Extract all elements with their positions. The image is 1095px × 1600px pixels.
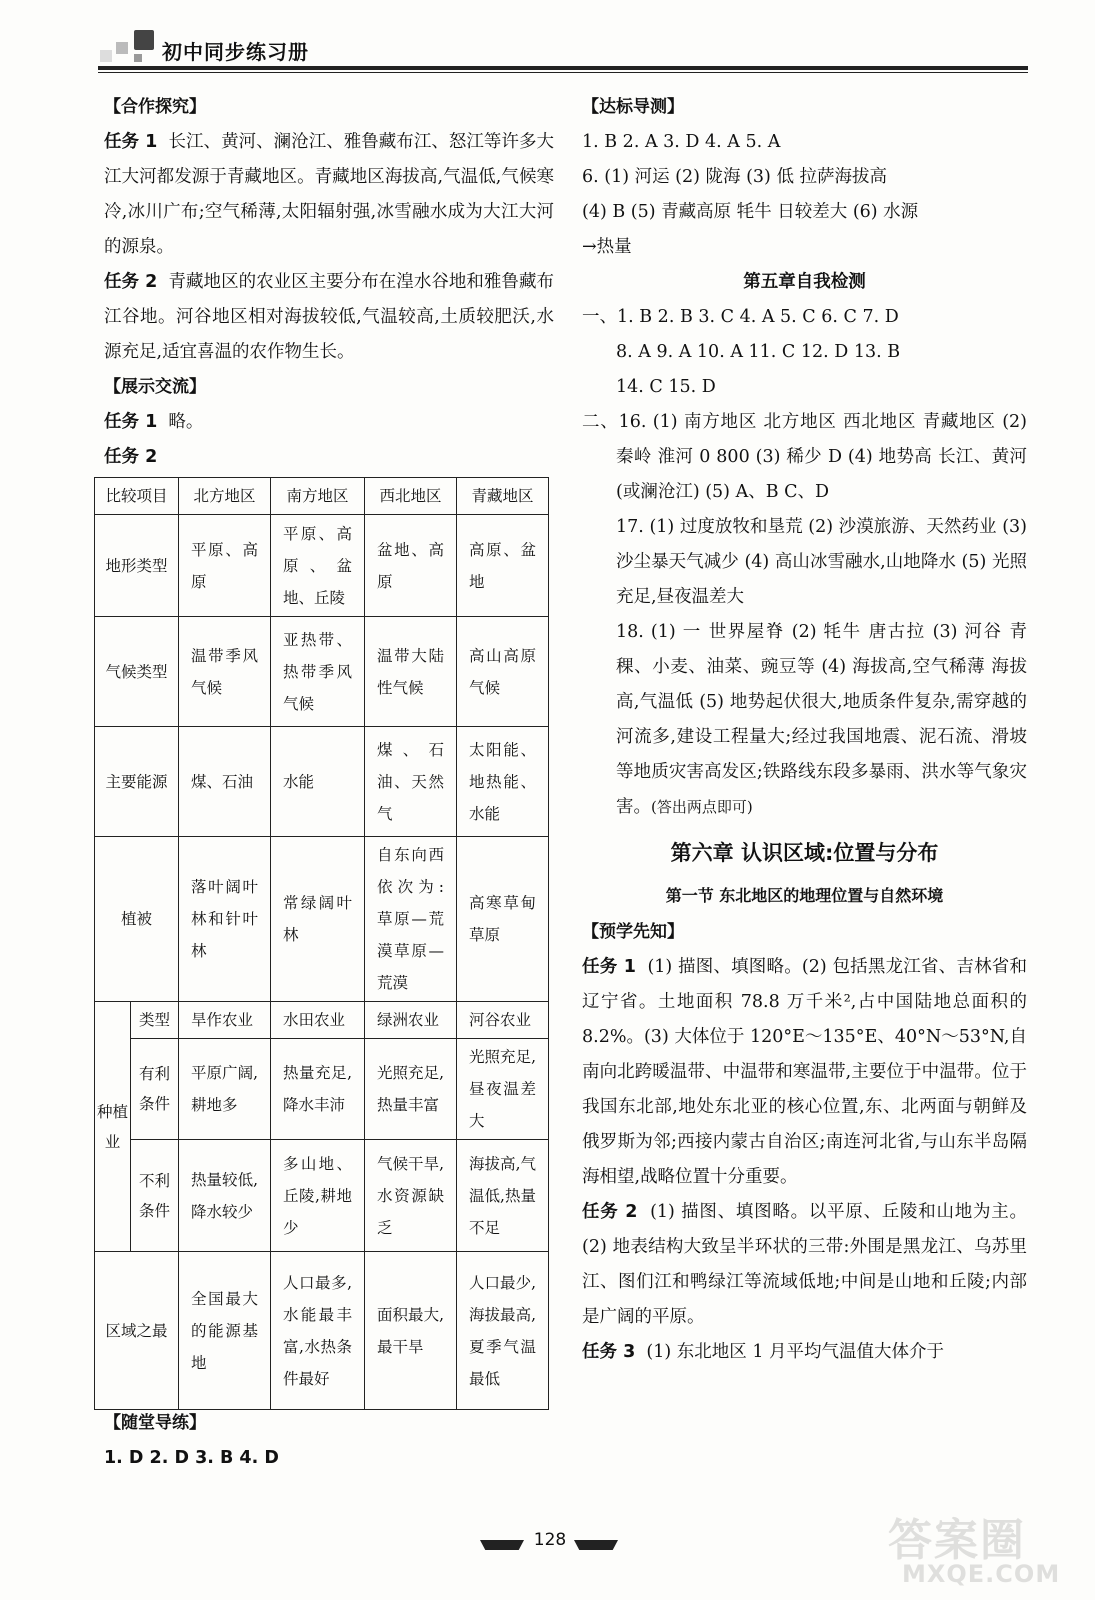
- answer-line: 14. C 15. D: [616, 377, 716, 397]
- planting-group-label: 种植业: [95, 1002, 131, 1252]
- answer-line: →热量: [582, 237, 632, 257]
- table-cell: 落叶阔叶林和针叶林: [179, 837, 271, 1002]
- table-row: [95, 1039, 549, 1140]
- answer-line: 1. D 2. D 3. B 4. D: [104, 1448, 279, 1468]
- heading-preview: 【预学先知】: [582, 922, 684, 942]
- watermark-title: 答案圈: [888, 1515, 1026, 1566]
- row-label: 植被: [95, 837, 179, 1002]
- table-cell: 温带大陆性气候: [365, 617, 457, 727]
- row-label: 区域之最: [95, 1252, 179, 1410]
- answer-line: 6. (1) 河运 (2) 陇海 (3) 低 拉萨海拔高: [582, 167, 888, 187]
- table-cell: 旱作农业: [179, 1002, 271, 1039]
- page-number-bar-left: [480, 1540, 524, 1550]
- table-row: [95, 617, 549, 727]
- table-cell: 水能: [271, 727, 365, 837]
- table-header-cell: 南方地区: [271, 478, 365, 515]
- heading-standard-test: 【达标导测】: [582, 97, 684, 117]
- preview-task3: [582, 1335, 1027, 1370]
- table-cell: 平原广阔,耕地多: [179, 1039, 271, 1140]
- table-header-cell: 西北地区: [365, 478, 457, 515]
- answer-line: 一、1. B 2. B 3. C 4. A 5. C 6. C 7. D: [582, 307, 899, 327]
- row-label: 有利条件: [131, 1039, 179, 1140]
- row-label: 类型: [131, 1002, 179, 1039]
- task-text: (1) 描图、填图略。(2) 包括黑龙江省、吉林省和辽宁省。土地面积 78.8 万千米²,占中国陆地总面积的 8.2%。(3) 大体位于 120°E～135°E、40°N～53°N,自南向北跨暖温带、中温带和寒温带,主要位于中温带。位于我国东北部,地处东北亚的核心位置,东、北两面与朝鲜及俄罗斯为邻;西接内蒙古自治区;南连河北省,与山东半岛隔海相望,战略位置十分重要。: [582, 957, 1027, 1187]
- table-cell: 全国最大的能源基地: [179, 1252, 271, 1410]
- page-number-bar-right: [574, 1540, 618, 1550]
- task-text: 略。: [168, 412, 204, 432]
- header-rule-thin: [98, 72, 1028, 73]
- task-text: 长江、黄河、澜沧江、雅鲁藏布江、怒江等许多大江大河都发源于青藏地区。青藏地区海拔高,气温低,气候寒冷,冰川广布;空气稀薄,太阳辐射强,冰雪融水成为大江大河的源泉。: [104, 132, 554, 257]
- task-label: 任务 1: [104, 132, 158, 152]
- preview-task2: [582, 1195, 1027, 1335]
- row-label: 不利条件: [131, 1140, 179, 1252]
- table-header-cell: 比较项目: [95, 478, 179, 515]
- table-cell: 海拔高,气温低,热量不足: [457, 1140, 549, 1252]
- answer-text: 18. (1) 一 世界屋脊 (2) 牦牛 唐古拉 (3) 河谷 青稞、小麦、油菜、豌豆等 (4) 海拔高,空气稀薄 海拔高,气温低 (5) 地势起伏很大,地质条件复杂,需穿越的河流多,建设工程量大;经过我国地震、泥石流、滑坡等地质灾害高发区;铁路线东段多暴雨、洪水等气象灾害。: [616, 622, 1027, 817]
- answer-line: 1. B 2. A 3. D 4. A 5. A: [582, 132, 781, 152]
- table-cell: 自东向西依次为:草原—荒漠草原—荒漠: [365, 837, 457, 1002]
- answer-line: (4) B (5) 青藏高原 牦牛 日较差大 (6) 水源: [582, 202, 919, 222]
- table-cell: 煤、石油、天然气: [365, 727, 457, 837]
- task-label: 任务 1: [582, 957, 636, 977]
- heading-in-class-practice: 【随堂导练】: [104, 1413, 206, 1433]
- task2-paragraph: [104, 265, 554, 370]
- table-cell: 面积最大,最干旱: [365, 1252, 457, 1410]
- table-cell: 常绿阔叶林: [271, 837, 365, 1002]
- table-cell: 亚热带、热带季风气候: [271, 617, 365, 727]
- preview-task1: [582, 950, 1027, 1195]
- right-column: [582, 90, 1027, 1370]
- table-cell: 河谷农业: [457, 1002, 549, 1039]
- table-cell: 气候干旱,水资源缺乏: [365, 1140, 457, 1252]
- page-header: [98, 26, 1028, 74]
- left-bottom-section: [104, 1406, 554, 1476]
- row-label: 地形类型: [95, 515, 179, 617]
- table-header-row: [95, 478, 549, 515]
- row-label: 主要能源: [95, 727, 179, 837]
- table-cell: 高山高原气候: [457, 617, 549, 727]
- table-cell: 太阳能、地热能、水能: [457, 727, 549, 837]
- task-label: 任务 1: [104, 412, 158, 432]
- watermark-site: MXQE.COM: [902, 1560, 1061, 1588]
- show-task2-label: 任务 2: [104, 447, 158, 467]
- show-task1: [104, 405, 554, 440]
- table-cell: 绿洲农业: [365, 1002, 457, 1039]
- question-17-answer: 17. (1) 过度放牧和垦荒 (2) 沙漠旅游、天然药业 (3) 沙尘暴天气减少 (4) 高山冰雪融水,山地降水 (5) 光照充足,昼夜温差大: [616, 517, 1027, 607]
- table-cell: 热量较低,降水较少: [179, 1140, 271, 1252]
- answer-note: (答出两点即可): [651, 798, 753, 816]
- page-number-footer: [480, 1528, 620, 1558]
- table-row: [95, 515, 549, 617]
- self-check-title: 第五章自我检测: [743, 272, 866, 292]
- table-cell: 光照充足,热量丰富: [365, 1039, 457, 1140]
- table-cell: 水田农业: [271, 1002, 365, 1039]
- table-header-cell: 北方地区: [179, 478, 271, 515]
- table-cell: 平原、高原: [179, 515, 271, 617]
- chapter-title: 第六章 认识区域:位置与分布: [670, 841, 939, 865]
- table-cell: 温带季风气候: [179, 617, 271, 727]
- table-cell: 盆地、高原: [365, 515, 457, 617]
- heading-cooperative-inquiry: 【合作探究】: [104, 97, 206, 117]
- question-16-answer: 二、16. (1) 南方地区 北方地区 西北地区 青藏地区 (2) 秦岭 淮河 0 800 (3) 稀少 D (4) 地势高 长江、黄河(或澜沧江) (5) A、B C、D: [582, 412, 1027, 502]
- table-cell: 人口最多,水能最丰富,水热条件最好: [271, 1252, 365, 1410]
- question-18-answer: [582, 615, 1027, 825]
- watermark: [880, 1500, 1080, 1592]
- region-comparison-table: [94, 477, 549, 1410]
- table-row: [95, 1252, 549, 1410]
- table-cell: 高原、盆地: [457, 515, 549, 617]
- row-label: 气候类型: [95, 617, 179, 727]
- header-decoration-icon: [98, 26, 158, 66]
- table-row: [95, 1140, 549, 1252]
- table-cell: 平原、高原、盆地、丘陵: [271, 515, 365, 617]
- left-column: [104, 90, 554, 475]
- table-cell: 热量充足,降水丰沛: [271, 1039, 365, 1140]
- table-cell: 煤、石油: [179, 727, 271, 837]
- heading-display-exchange: 【展示交流】: [104, 377, 206, 397]
- table-cell: 多山地、丘陵,耕地少: [271, 1140, 365, 1252]
- task-label: 任务 3: [582, 1342, 636, 1362]
- table-row: [95, 837, 549, 1002]
- table-cell: 高寒草甸草原: [457, 837, 549, 1002]
- table-row: [95, 1002, 549, 1039]
- task-text: (1) 东北地区 1 月平均气温值大体介于: [646, 1342, 945, 1362]
- task-text: 青藏地区的农业区主要分布在湟水谷地和雅鲁藏布江谷地。河谷地区相对海拔较低,气温较高,土质较肥沃,水源充足,适宜喜温的农作物生长。: [104, 272, 554, 362]
- answer-line: 8. A 9. A 10. A 11. C 12. D 13. B: [616, 342, 901, 362]
- table-row: [95, 727, 549, 837]
- page-number: 128: [533, 1530, 567, 1550]
- book-title: 初中同步练习册: [162, 40, 309, 64]
- table-header-cell: 青藏地区: [457, 478, 549, 515]
- task1-paragraph: [104, 125, 554, 265]
- task-label: 任务 2: [104, 272, 158, 292]
- task-text: (1) 描图、填图略。以平原、丘陵和山地为主。(2) 地表结构大致呈半环状的三带:外围是黑龙江、乌苏里江、图们江和鸭绿江等流域低地;中间是山地和丘陵;内部是广阔的平原。: [582, 1202, 1027, 1327]
- header-rule-thick: [98, 66, 1028, 70]
- section-title: 第一节 东北地区的地理位置与自然环境: [665, 886, 944, 905]
- task-label: 任务 2: [582, 1202, 638, 1222]
- table-cell: 人口最少,海拔最高,夏季气温最低: [457, 1252, 549, 1410]
- table-cell: 光照充足,昼夜温差大: [457, 1039, 549, 1140]
